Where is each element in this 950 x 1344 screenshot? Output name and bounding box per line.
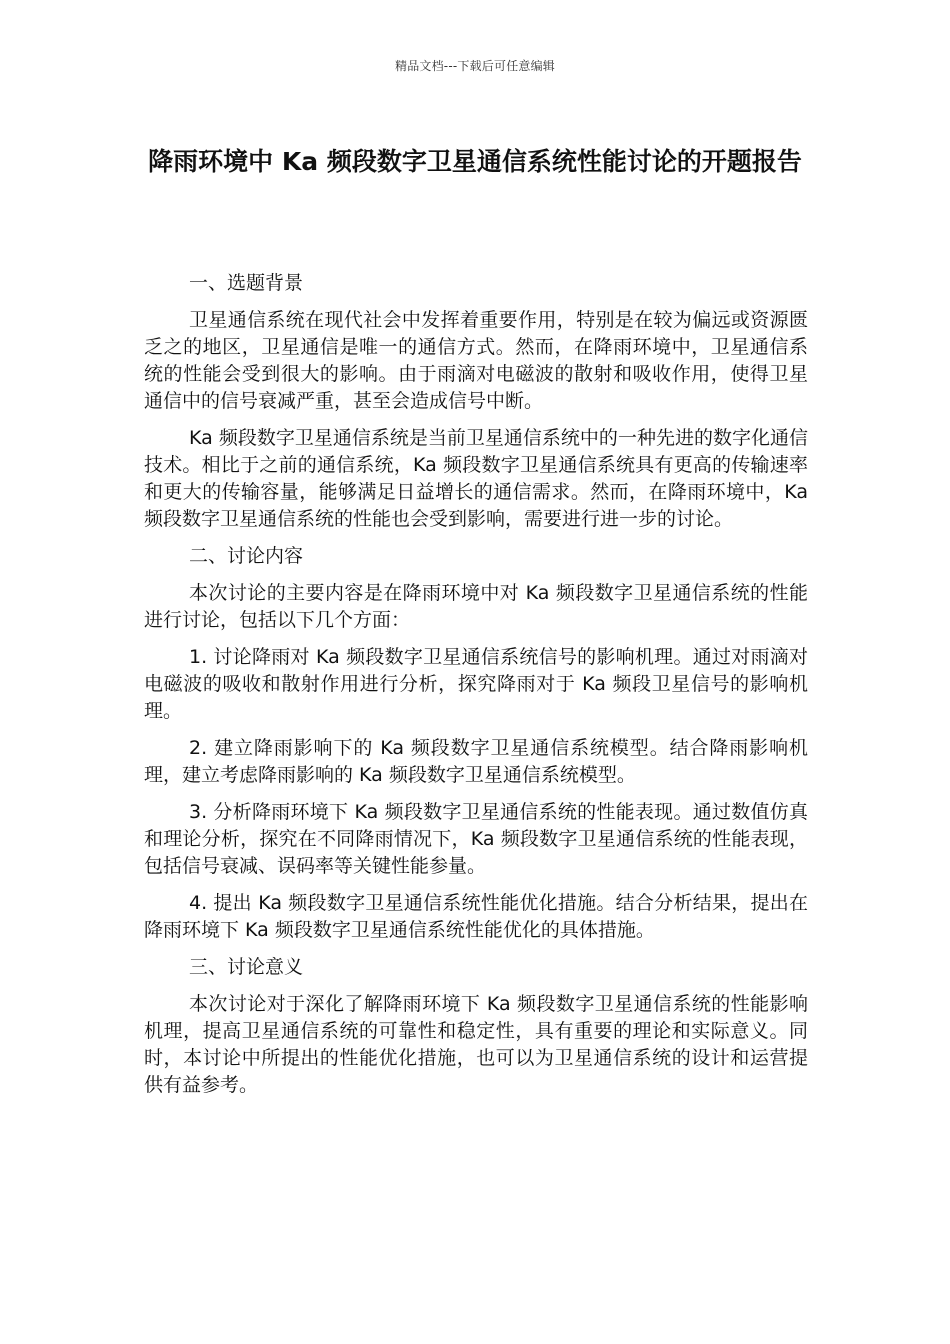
- section-background: [144, 270, 808, 533]
- section-content: [144, 543, 808, 944]
- section-heading: 一、选题背景: [189, 272, 304, 294]
- list-item: 2. 建立降雨影响下的 Ka 频段数字卫星通信系统模型。结合降雨影响机理，建立考虑降雨影响的 Ka 频段数字卫星通信系统模型。: [144, 737, 808, 786]
- paragraph: 卫星通信系统在现代社会中发挥着重要作用，特别是在较为偏远或资源匮乏之的地区，卫星通信是唯一的通信方式。然而，在降雨环境中，卫星通信系统的性能会受到很大的影响。由于雨滴对电磁波的散射和吸收作用，使得卫星通信中的信号衰减严重，甚至会造成信号中断。: [144, 309, 808, 412]
- section-heading: 三、讨论意义: [189, 956, 304, 978]
- list-item: 4. 提出 Ka 频段数字卫星通信系统性能优化措施。结合分析结果，提出在降雨环境下 Ka 频段数字卫星通信系统性能优化的具体措施。: [144, 892, 808, 941]
- paragraph: 本次讨论的主要内容是在降雨环境中对 Ka 频段数字卫星通信系统的性能进行讨论，包括以下几个方面：: [144, 582, 808, 631]
- header-note: 精品文档---下载后可任意编辑: [395, 59, 555, 73]
- section-heading: 二、讨论内容: [189, 545, 304, 567]
- list-item: 1. 讨论降雨对 Ka 频段数字卫星通信系统信号的影响机理。通过对雨滴对电磁波的吸收和散射作用进行分析，探究降雨对于 Ka 频段卫星信号的影响机理。: [144, 646, 808, 722]
- paragraph: Ka 频段数字卫星通信系统是当前卫星通信系统中的一种先进的数字化通信技术。相比于之前的通信系统，Ka 频段数字卫星通信系统具有更高的传输速率和更大的传输容量，能够满足日益增长的通信需求。然而，在降雨环境中，Ka 频段数字卫星通信系统的性能也会受到影响，需要进行进一步的讨论。: [144, 427, 808, 530]
- document-body: [144, 270, 808, 1109]
- list-item: 3. 分析降雨环境下 Ka 频段数字卫星通信系统的性能表现。通过数值仿真和理论分析，探究在不同降雨情况下，Ka 频段数字卫星通信系统的性能表现，包括信号衰减、误码率等关键性能参量。: [144, 801, 808, 877]
- document-title: 降雨环境中 Ka 频段数字卫星通信系统性能讨论的开题报告: [148, 147, 802, 176]
- section-significance: [144, 954, 808, 1099]
- paragraph: 本次讨论对于深化了解降雨环境下 Ka 频段数字卫星通信系统的性能影响机理，提高卫星通信系统的可靠性和稳定性，具有重要的理论和实际意义。同时，本讨论中所提出的性能优化措施，也可以为卫星通信系统的设计和运营提供有益参考。: [144, 993, 808, 1096]
